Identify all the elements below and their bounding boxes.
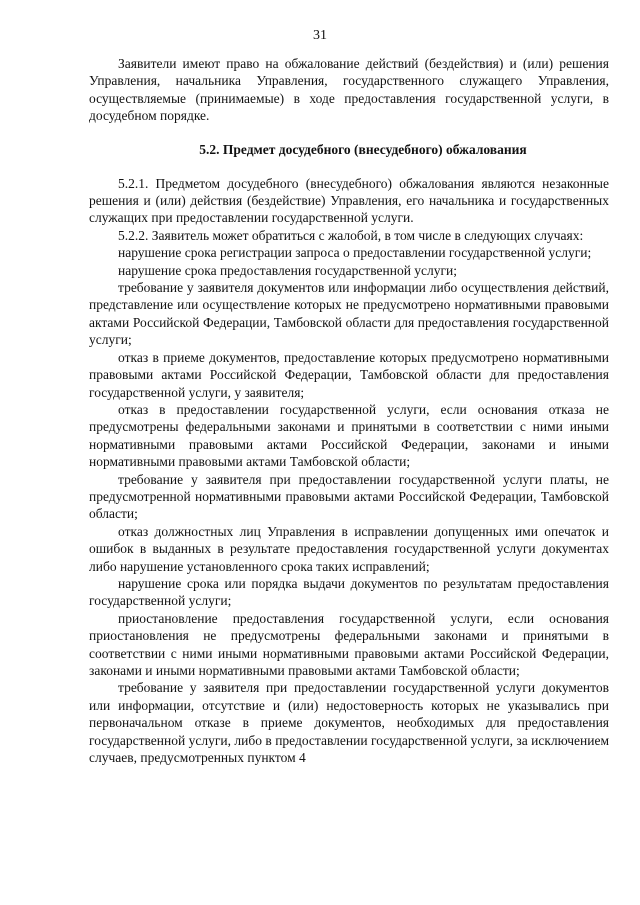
case-item: нарушение срока или порядка выдачи документов по результатам предоставления государственной услуги;: [89, 575, 609, 609]
paragraph-5-2-1: 5.2.1. Предметом досудебного (внесудебного) обжалования являются незаконные решения и (или) действия (бездействие) Управления, его начальника и государственных служащих при предоставлении государственной услуги.: [89, 175, 609, 226]
case-item: отказ в предоставлении государственной услуги, если основания отказа не предусмотрены федеральными законами и принятыми в соответствии с ними иными нормативными правовыми актами Российской Федерации, законами и иными нормативными правовыми актами Тамбовской области;: [89, 401, 609, 470]
case-item: приостановление предоставления государственной услуги, если основания приостановления не предусмотрены федеральными законами и принятыми в соответствии с ними иными нормативными правовыми актами Российской Федерации, законами и иными нормативными правовыми актами Тамбовской области;: [89, 610, 609, 678]
case-item: требование у заявителя при предоставлении государственной услуги платы, не предусмотренной нормативными правовыми актами Российской Федерации, Тамбовской области;: [89, 471, 609, 522]
case-item: нарушение срока регистрации запроса о предоставлении государственной услуги;: [118, 245, 592, 261]
case-item: отказ должностных лиц Управления в исправлении допущенных ими опечаток и ошибок в выданных в результате предоставления государственной услуги документах либо нарушение установленного срока таких исправлений;: [89, 523, 609, 574]
page-number: 31: [313, 28, 327, 43]
intro-paragraph: Заявители имеют право на обжалование действий (бездействия) и (или) решения Управления, начальника Управления, государственного служащего Управления, осуществляемые (принимаемые) в ходе предоставления государственной услуги, в досудебном порядке.: [89, 56, 609, 124]
case-item: отказ в приеме документов, предоставление которых предусмотрено нормативными правовыми актами Российской Федерации, Тамбовской области для предоставления государственной услуги, у заявителя;: [89, 349, 609, 400]
document-body: [89, 55, 609, 766]
case-item: нарушение срока предоставления государственной услуги;: [118, 262, 458, 278]
case-item: требование у заявителя при предоставлении государственной услуги документов или информации, отсутствие и (или) недостоверность которых не указывались при первоначальном отказе в приеме документов, необходимых для предоставления государственной услуги, либо в предоставлении государственной услуги, за исключением случаев, предусмотренных пунктом 4: [89, 680, 609, 766]
case-item: требование у заявителя документов или информации либо осуществления действий, представление или осуществление которых не предусмотрено нормативными правовыми актами Российской Федерации, Тамбовской области для предоставления государственной услуги;: [89, 280, 609, 348]
paragraph-5-2-2: 5.2.2. Заявитель может обратиться с жалобой, в том числе в следующих случаях:: [118, 227, 584, 243]
section-title: 5.2. Предмет досудебного (внесудебного) обжалования: [199, 141, 527, 157]
